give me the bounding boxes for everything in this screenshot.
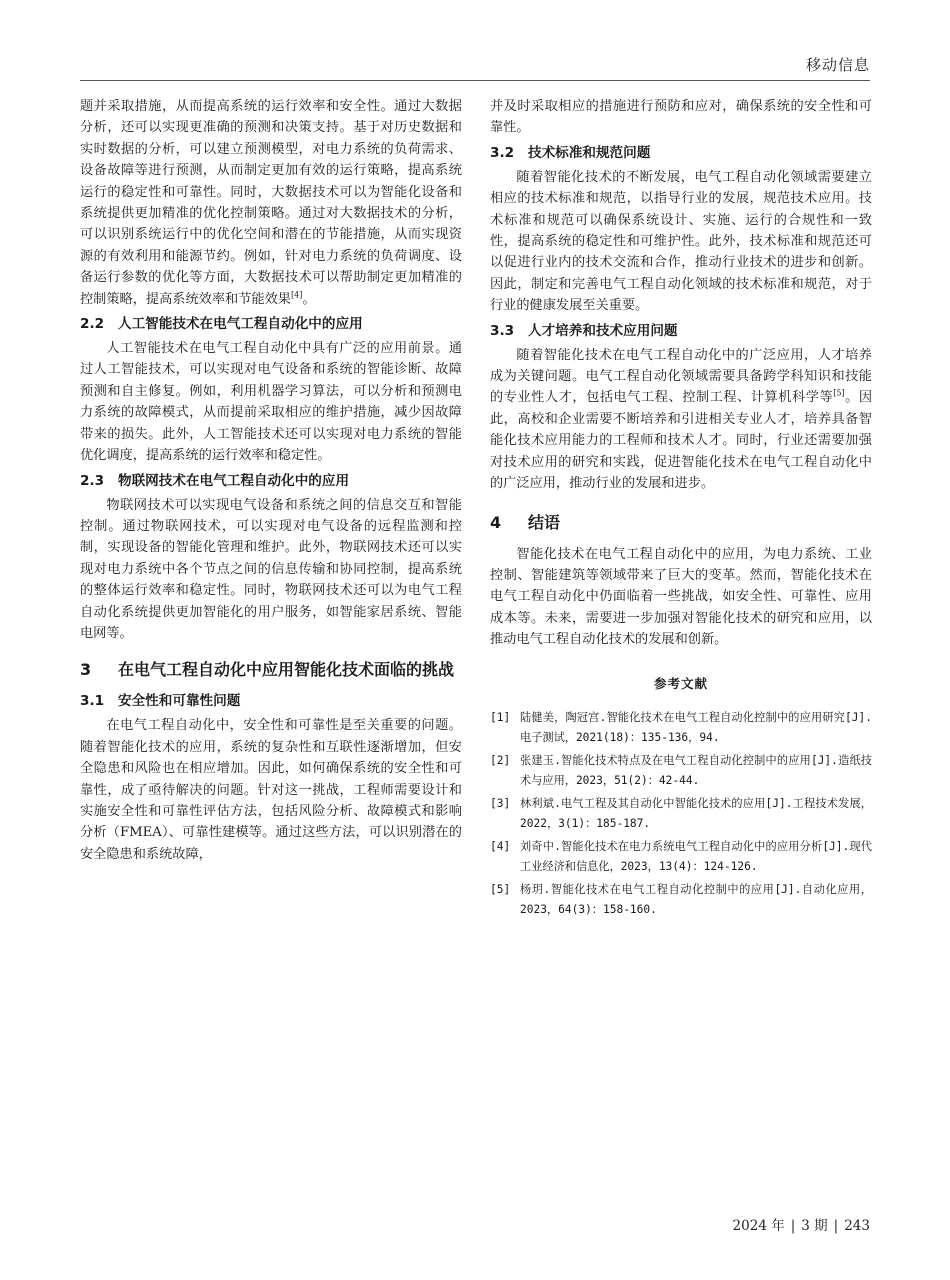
paragraph: 智能化技术在电气工程自动化中的应用，为电力系统、工业控制、智能建筑等领域带来了巨大的变革。然而，智能化技术在电气工程自动化中仍面临着一些挑战，如安全性、可靠性、应用成本等。未来，需要进一步加强对智能化技术的研究和应用，以推动电气工程自动化技术的发展和创新。 bbox=[490, 546, 872, 648]
reference-item: [1] 陆健美，陶冠宫.智能化技术在电气工程自动化控制中的应用研究[J].电子测试，2021(18)：135-136，94. bbox=[490, 710, 872, 745]
footer-issue: 3 期 bbox=[801, 1218, 828, 1234]
footer-year: 2024 年 bbox=[732, 1218, 785, 1234]
references-title: 参考文献 bbox=[653, 675, 708, 691]
paragraph: 在电气工程自动化中，安全性和可靠性是至关重要的问题。随着智能化技术的应用，系统的复杂性和互联性逐渐增加，但安全隐患和风险也在相应增加。因此，如何确保系统的安全性和可靠性，成了亟待解决的问题。针对这一挑战，工程师需要设计和实施安全性和可靠性评估方法，包括风险分析、故障模式和影响分析（FMEA）、可靠性建模等。通过这些方法，可以识别潜在的安全隐患和系统故障， bbox=[80, 718, 462, 862]
reference-item: [3] 林利斌.电气工程及其自动化中智能化技术的应用[J].工程技术发展，2022，3(1)：185-187. bbox=[490, 796, 872, 831]
right-column bbox=[490, 96, 872, 923]
page-number: 243 bbox=[844, 1218, 870, 1234]
section-heading-2-3: 2.3 物联网技术在电气工程自动化中的应用 bbox=[80, 472, 350, 489]
paragraph: 人工智能技术在电气工程自动化中具有广泛的应用前景。通过人工智能技术，可以实现对电气设备和系统的智能诊断、故障预测和自主修复。例如，利用机器学习算法，可以分析和预测电力系统的故障模式，从而提前采取相应的维护措施，减少因故障带来的损失。此外，人工智能技术还可以实现对电力系统的智能优化调度，提高系统的运行效率和稳定性。 bbox=[80, 341, 462, 464]
reference-item: [4] 刘奇中.智能化技术在电力系统电气工程自动化中的应用分析[J].现代工业经济和信息化，2023，13(4)：124-126. bbox=[490, 839, 872, 874]
left-column bbox=[80, 96, 462, 865]
citation: [5] bbox=[833, 389, 845, 399]
paragraph: 物联网技术可以实现电气设备和系统之间的信息交互和智能控制。通过物联网技术，可以实现对电气设备的远程监测和控制，实现设备的智能化管理和维护。此外，物联网技术还可以实现对电力系统中各个节点之间的信息传输和协同控制，提高系统的整体运行效率和稳定性。同时，物联网技术还可以为电气工程自动化系统提供更加智能化的用户服务，如智能家居系统、智能电网等。 bbox=[80, 497, 462, 641]
section-heading-4: 4 结语 bbox=[490, 512, 561, 532]
section-heading-3: 3 在电气工程自动化中应用智能化技术面临的挑战 bbox=[80, 660, 455, 680]
section-heading-3-2: 3.2 技术标准和规范问题 bbox=[490, 144, 651, 161]
section-heading-3-1: 3.1 安全性和可靠性问题 bbox=[80, 693, 241, 710]
section-heading-3-3: 3.3 人才培养和技术应用问题 bbox=[490, 322, 678, 339]
page-footer: 2024 年 | 3 期 | 243 bbox=[732, 1218, 870, 1234]
paragraph: 随着智能化技术的不断发展，电气工程自动化领域需要建立相应的技术标准和规范，以指导行业的发展，规范技术应用。技术标准和规范可以确保系统设计、实施、运行的合规性和一致性，提高系统的稳定性和可维护性。此外，技术标准和规范还可以促进行业内的技术交流和合作，推动行业技术的进步和创新。因此，制定和完善电气工程自动化领域的技术标准和规范，对于行业的健康发展至关重要。 bbox=[490, 169, 872, 314]
references-list bbox=[490, 708, 872, 921]
section-heading-2-2: 2.2 人工智能技术在电气工程自动化中的应用 bbox=[80, 316, 363, 333]
reference-item: [2] 张建玉.智能化技术特点及在电气工程自动化控制中的应用[J].造纸技术与应用，2023，51(2)：42-44. bbox=[490, 753, 872, 788]
citation: [4] bbox=[291, 290, 303, 300]
header-rule bbox=[80, 80, 870, 81]
paragraph: 随着智能化技术在电气工程自动化中的广泛应用，人才培养成为关键问题。电气工程自动化领域需要具备跨学科知识和技能的专业性人才，包括电气工程、控制工程、计算机科学等[5]。因此，高校和企业需要不断培养和引进相关专业人才，培养具备智能化技术应用能力的工程师和技术人才。同时，行业还需要加强对技术应用的研究和实践，促进智能化技术在电气工程自动化中的广泛应用，推动行业的发展和进步。 bbox=[490, 347, 873, 492]
paragraph: 并及时采取相应的措施进行预防和应对，确保系统的安全性和可靠性。 bbox=[490, 99, 872, 136]
paragraph: 题并采取措施，从而提高系统的运行效率和安全性。通过大数据分析，还可以实现更准确的预测和决策支持。基于对历史数据和实时数据的分析，可以建立预测模型，对电力系统的负荷需求、设备故障等进行预测，从而制定更加有效的运行策略，提高系统运行的稳定性和可靠性。同时，大数据技术可以为智能化设备和系统提供更加精准的优化控制策略。通过对大数据技术的分析，可以识别系统运行中的优化空间和潜在的节能措施，从而实现资源的有效利用和能源节约。例如，针对电力系统的负荷调度、设备运行参数的优化等方面，大数据技术可以帮助制定更加精准的控制策略，提高系统效率和节能效果[4]。 bbox=[80, 99, 462, 307]
reference-item: [5] 杨玥.智能化技术在电气工程自动化控制中的应用[J].自动化应用，2023，64(3)：158-160. bbox=[490, 882, 872, 917]
journal-name: 移动信息 bbox=[805, 56, 870, 74]
